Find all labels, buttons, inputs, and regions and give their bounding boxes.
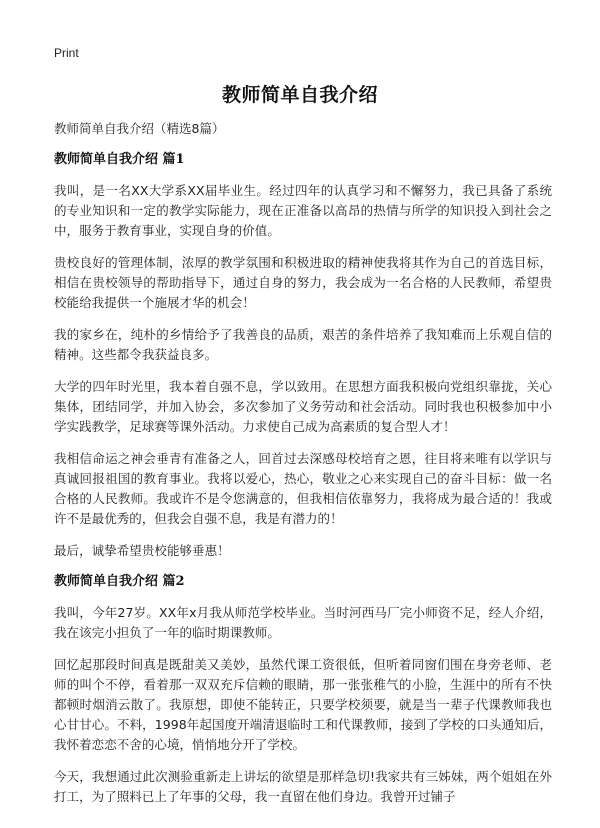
section-heading: 教师简单自我介绍 篇1	[54, 152, 185, 167]
section-2	[54, 573, 552, 807]
paragraph: 我的家乡在，纯朴的乡情给予了我善良的品质，艰苦的条件培养了我知难而上乐观自信的精神。这些都令我获益良多。	[54, 327, 552, 362]
paragraph: 今天，我想通过此次测验重新走上讲坛的欲望是那样急切!我家共有三姊妹，两个姐姐在外打工，为了照料已上了年事的父母，我一直留在他们身边。我曾开过铺子	[54, 769, 552, 804]
document-subtitle: 教师简单自我介绍（精选8篇）	[54, 121, 225, 136]
section-heading: 教师简单自我介绍 篇2	[54, 574, 185, 589]
section-1	[54, 151, 552, 561]
print-label[interactable]: Print	[54, 46, 79, 60]
paragraph: 贵校良好的管理体制，浓厚的教学氛围和积极进取的精神使我将其作为自己的首选目标，相信在贵校领导的帮助指导下，通过自身的努力，我会成为一名合格的人民教师，希望贵校能给我提供一个施展才华的机会！	[54, 255, 552, 310]
paragraph: 我相信命运之神会垂青有准备之人，回首过去深感母校培育之恩，往目将来唯有以学识与真诚回报祖国的教育事业。我将以爱心，热心，敬业之心来实现自己的奋斗目标：做一名合格的人民教师。我或许不是令您满意的，但我相信依靠努力，我将成为最合适的！我或许不是最优秀的，但我会自强不息，我是有潜力的！	[54, 451, 552, 526]
paragraph: 最后，诚挚希望贵校能够垂惠！	[54, 543, 230, 558]
paragraph: 我叫，今年27岁。XX年x月我从师范学校毕业。当时河西马厂完小师资不足，经人介绍，我在该完小担负了一年的临时期课教师。	[54, 605, 552, 640]
page-title: 教师简单自我介绍	[221, 84, 378, 106]
paragraph: 回忆起那段时间真是既甜美又美妙，虽然代课工资很低，但听着同窗们围在身旁老师、老师的叫个不停，看着那一双双充斥信赖的眼睛，那一张张稚气的小脸，生涯中的所有不快都顿时烟消云散了。我原想，即使不能转正，只要学校须要，就是当一辈子代课教师我也心甘甘心。不料，1998年起国度开端清退临时工和代课教师，接到了学校的口头通知后，我怀着恋恋不舍的心境，悄悄地分开了学校。	[54, 657, 552, 752]
document-body	[54, 120, 552, 819]
paragraph: 我叫，是一名XX大学系XX届毕业生。经过四年的认真学习和不懈努力，我已具备了系统的专业知识和一定的教学实际能力，现在正准备以高昂的热情与所学的知识投入到社会之中，服务于教育事业，实现自身的价值。	[54, 183, 552, 238]
paragraph: 大学的四年时光里，我本着自强不息，学以致用。在思想方面我积极向党组织靠拢，关心集体，团结同学，并加入协会，多次参加了义务劳动和社会活动。同时我也积极参加中小学实践教学，足球赛等课外活动。力求使自己成为高素质的复合型人才！	[54, 379, 552, 434]
